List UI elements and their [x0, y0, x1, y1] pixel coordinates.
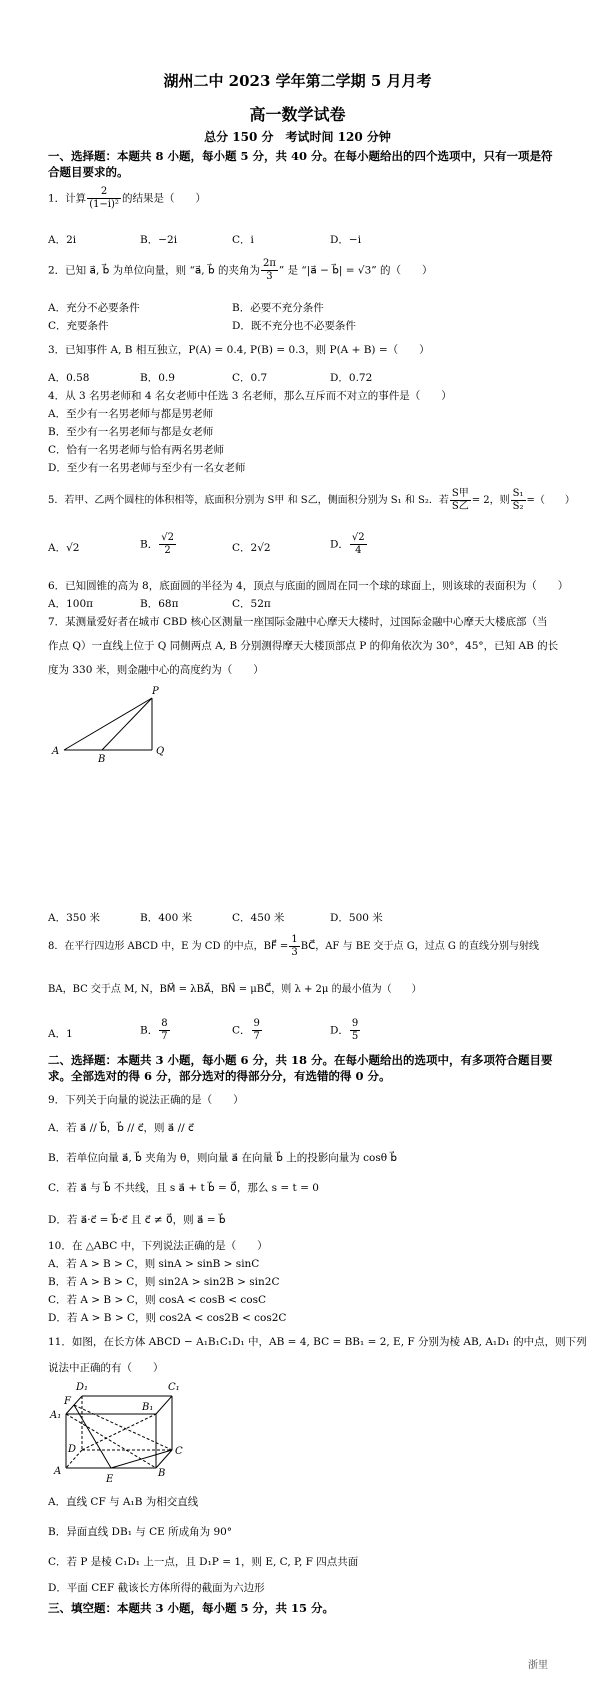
- q6-option-b: B．68π: [140, 598, 179, 610]
- q5-prefix: 5．若甲、乙两个圆柱的体积相等，底面积分别为 S甲 和 S乙，侧面积分别为 S₁ 和 S₂．若: [48, 495, 449, 506]
- q5-num2: S₁: [512, 488, 524, 499]
- q1-option-c: C．i: [232, 234, 254, 246]
- q2-prefix: 2．已知 a⃗, b⃗ 为单位向量，则 “a⃗, b⃗ 的夹角为: [48, 264, 260, 277]
- q8-optd-num: 9: [351, 1018, 359, 1029]
- question-6: 6．已知圆锥的高为 8，底面圆的半径为 4，顶点与底面的圆周在同一个球的球面上，则该球的表面积为（ ）: [48, 580, 569, 592]
- q8-option-c: [232, 1018, 263, 1043]
- q3-option-d: D．0.72: [330, 372, 373, 384]
- label-e: E: [106, 1474, 114, 1485]
- q5-optd-num: √2: [351, 532, 365, 543]
- q2-option-d: D．既不充分也不必要条件: [232, 320, 356, 332]
- label-a1: A₁: [50, 1410, 62, 1421]
- q1-option-d: D．−i: [330, 234, 362, 246]
- q8-part-a: 8．在平行四边形 ABCD 中，E 为 CD 的中点，BF⃗ =: [48, 941, 289, 952]
- q4-option-a: A．至少有一名男老师与都是男老师: [48, 408, 214, 420]
- q8-optb-den: 7: [161, 1031, 168, 1042]
- q5-optb-num: √2: [161, 532, 174, 543]
- q1-fraction: [87, 186, 121, 211]
- q10-option-a: A．若 A > B > C，则 sinA > sinB > sinC: [48, 1258, 260, 1270]
- q11-option-c: C．若 P 是棱 C₁D₁ 上一点，且 D₁P = 1，则 E, C, P, F 四点共面: [48, 1556, 359, 1568]
- q2-option-c: C．充要条件: [48, 320, 109, 332]
- q8-option-d-label: D．: [330, 1024, 349, 1037]
- exam-subtitle: 高一数学试卷: [249, 105, 346, 124]
- q8-option-c-frac: [252, 1018, 262, 1043]
- section-3-heading: 三、填空题：本题共 3 小题，每小题 5 分，共 15 分。: [48, 1601, 335, 1615]
- q8-option-d: [330, 1018, 361, 1043]
- q1-prefix: 1．计算: [48, 192, 87, 205]
- question-9: 9．下列关于向量的说法正确的是（ ）: [48, 1094, 244, 1106]
- q5-fraction-2: [511, 488, 526, 513]
- q10-option-b: B．若 A > B > C，则 sin2A > sin2B > sin2C: [48, 1276, 280, 1288]
- q10-option-c: C．若 A > B > C，则 cosA < cosB < cosC: [48, 1294, 267, 1306]
- q5-suffix: =（ ）: [526, 495, 575, 506]
- q3-option-c: C．0.7: [232, 372, 268, 384]
- q5-den2: S₂: [512, 501, 524, 512]
- q8-fraction: [289, 934, 299, 959]
- q5-option-b-label: B．: [140, 538, 159, 551]
- q6-option-a: A．100π: [48, 598, 94, 610]
- q1-suffix: 的结果是（ ）: [121, 192, 206, 205]
- q5-option-a: A．√2: [48, 542, 80, 554]
- q7-label-a: A: [52, 746, 60, 757]
- q1-option-b: B．−2i: [140, 234, 178, 246]
- q7-option-d: D．500 米: [330, 912, 383, 924]
- q7-label-p: P: [152, 686, 159, 697]
- question-8-line-2: BA，BC 交于点 M, N，BM⃗ = λBA⃗，BN⃗ = μBC⃗，则 λ + 2μ 的最小值为（ ）: [48, 984, 422, 995]
- q9-option-a: A．若 a⃗ // b⃗，b⃗ // c⃗，则 a⃗ // c⃗: [48, 1122, 194, 1134]
- question-8-line-1: [48, 934, 539, 959]
- q8-optd-den: 5: [351, 1031, 359, 1042]
- q8-option-a: A．1: [48, 1028, 73, 1040]
- q3-option-a: A．0.58: [48, 372, 90, 384]
- q7-label-q: Q: [156, 746, 165, 757]
- q11-option-b: B．异面直线 DB₁ 与 CE 所成角为 90°: [48, 1526, 233, 1538]
- q5-num: S甲: [451, 488, 469, 499]
- q7-line-bp: [102, 698, 152, 750]
- footer-watermark: 浙里: [528, 1660, 548, 1671]
- section-1-heading: 一、选择题：本题共 8 小题，每小题 5 分，共 40 分。在每小题给出的四个选项中，只有一项是符合题目要求的。: [48, 149, 553, 179]
- question-4: 4．从 3 名男老师和 4 名女老师中任选 3 名老师，那么互斥而不对立的事件是（ ）: [48, 390, 452, 402]
- q2-fraction: [261, 258, 278, 283]
- q11-cuboid-diagram: [44, 1378, 204, 1488]
- q8-optc-num: 9: [253, 1018, 260, 1029]
- q7-option-a: A．350 米: [48, 912, 100, 924]
- exam-title: 湖州二中 2023 学年第二学期 5 月月考: [163, 72, 432, 90]
- q4-option-d: D．至少有一名男老师与至少有一名女老师: [48, 462, 246, 474]
- q5-option-d-frac: [350, 532, 367, 557]
- q5-optd-den: 4: [355, 545, 362, 556]
- q5-option-b-frac: [159, 532, 176, 557]
- q8-num: 1: [291, 934, 298, 945]
- q5-fraction-1: [450, 488, 471, 513]
- q8-optb-num: 8: [161, 1018, 168, 1029]
- q2-num: 2π: [262, 258, 276, 269]
- q8-part-b: BC⃗，AF 与 BE 交于点 G，过点 G 的直线分别与射线: [300, 941, 540, 952]
- q4-option-c: C．恰有一名男老师与恰有两名男老师: [48, 444, 225, 456]
- label-d1: D₁: [76, 1382, 89, 1393]
- q1-num: 2: [87, 186, 121, 199]
- q8-option-c-label: C．: [232, 1024, 251, 1037]
- q7-option-c: C．450 米: [232, 912, 285, 924]
- label-d: D: [68, 1444, 77, 1455]
- label-f: F: [64, 1396, 71, 1407]
- q7-triangle-diagram: [40, 684, 180, 764]
- q10-option-d: D．若 A > B > C，则 cos2A < cos2B < cos2C: [48, 1312, 287, 1324]
- q2-option-b: B．必要不充分条件: [232, 302, 324, 314]
- section-2-heading: 二、选择题：本题共 3 小题，每小题 6 分，共 18 分。在每小题给出的选项中，有多项符合题目要求。全部选对的得 6 分，部分选对的得部分分，有选错的得 0 分。: [48, 1053, 553, 1083]
- q8-option-b-frac: [159, 1018, 169, 1043]
- q4-option-b: B．至少有一名男老师与都是女老师: [48, 426, 214, 438]
- q5-optb-den: 2: [164, 545, 171, 556]
- question-3: 3．已知事件 A, B 相互独立，P(A) = 0.4, P(B) = 0.3，则 P(A + B) =（ ）: [48, 344, 430, 356]
- label-c: C: [175, 1446, 183, 1457]
- q5-option-d-label: D．: [330, 538, 349, 551]
- question-7-line-1: 7．某测量爱好者在城市 CBD 核心区测量一座国际金融中心摩天大楼时，过国际金融中心摩天大楼底部（当: [48, 616, 548, 628]
- q8-option-b-label: B．: [140, 1024, 159, 1037]
- q2-den: 3: [266, 271, 273, 282]
- exam-meta: 总分 150 分 考试时间 120 分钟: [204, 130, 391, 144]
- label-c1: C₁: [168, 1382, 180, 1393]
- q5-den: S乙: [451, 501, 469, 512]
- q1-option-a: A．2i: [48, 234, 77, 246]
- q7-label-b: B: [98, 754, 106, 764]
- q6-option-c: C．52π: [232, 598, 271, 610]
- q7-line-ap: [64, 698, 152, 750]
- q9-option-d: D．若 a⃗·c⃗ = b⃗·c⃗ 且 c⃗ ≠ 0⃗，则 a⃗ = b⃗: [48, 1214, 226, 1226]
- question-11-line-1: 11．如图，在长方体 ABCD − A₁B₁C₁D₁ 中，AB = 4, BC = BB₁ = 2, E, F 分别为棱 AB, A₁D₁ 的中点，则下列: [48, 1336, 587, 1348]
- q11-option-a: A．直线 CF 与 A₁B 为相交直线: [48, 1496, 199, 1508]
- question-10: 10．在 △ABC 中，下列说法正确的是（ ）: [48, 1240, 268, 1252]
- q2-suffix: ” 是 “|a⃗ − b⃗| = √3” 的（ ）: [278, 264, 433, 277]
- question-2: [48, 258, 433, 283]
- line-db1: [82, 1414, 156, 1450]
- question-5: [48, 488, 575, 513]
- q2-option-a: A．充分不必要条件: [48, 302, 140, 314]
- q5-option-d: [330, 532, 368, 557]
- q9-option-b: B．若单位向量 a⃗, b⃗ 夹角为 θ，则向量 a⃗ 在向量 b⃗ 上的投影向量为 cosθ b⃗: [48, 1152, 398, 1164]
- question-7-line-3: 度为 330 米，则金融中心的高度约为（ ）: [48, 664, 264, 676]
- q9-option-c: C．若 a⃗ 与 b⃗ 不共线，且 s a⃗ + t b⃗ = 0⃗，那么 s = t = 0: [48, 1182, 319, 1194]
- label-b1: B₁: [142, 1402, 154, 1413]
- q8-den: 3: [291, 947, 298, 958]
- q11-option-d: D．平面 CEF 截该长方体所得的截面为六边形: [48, 1582, 265, 1594]
- q5-mid: = 2，则: [471, 495, 510, 506]
- q8-optc-den: 7: [253, 1031, 260, 1042]
- question-1: [48, 186, 206, 211]
- q7-option-b: B．400 米: [140, 912, 193, 924]
- q1-den: (1−i)²: [89, 199, 119, 210]
- q5-option-c: C．2√2: [232, 542, 271, 554]
- label-b: B: [158, 1468, 166, 1479]
- q8-option-d-frac: [350, 1018, 360, 1043]
- q3-option-b: B．0.9: [140, 372, 175, 384]
- question-11-line-2: 说法中正确的有（ ）: [48, 1362, 164, 1374]
- label-a: A: [54, 1466, 62, 1477]
- q8-option-b: [140, 1018, 171, 1043]
- edge-c1b1: [156, 1396, 172, 1414]
- q5-option-b: [140, 532, 177, 557]
- question-7-line-2: 作点 Q）一直线上位于 Q 同侧两点 A, B 分别测得摩天大楼顶部点 P 的仰角依次为 30°，45°，已知 AB 的长: [48, 640, 559, 652]
